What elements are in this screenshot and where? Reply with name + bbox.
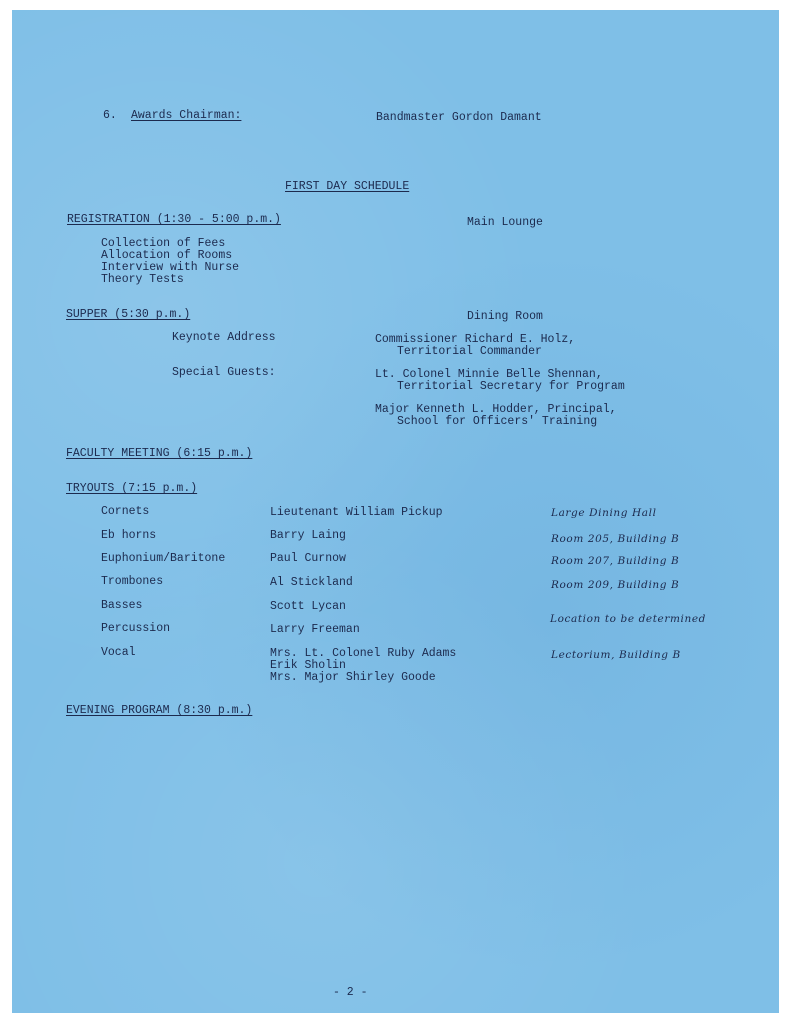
tryout-location: Room 205, Building B bbox=[551, 533, 680, 545]
tryout-leader: Barry Laing bbox=[270, 529, 346, 542]
tryout-section: Basses bbox=[101, 599, 143, 612]
schedule-heading: FIRST DAY SCHEDULE bbox=[285, 180, 410, 193]
faculty-title: FACULTY MEETING (6:15 p.m.) bbox=[66, 447, 253, 460]
registration-item: Interview with Nurse bbox=[101, 261, 240, 274]
guests-label: Special Guests: bbox=[172, 366, 276, 379]
keynote-speaker: Commissioner Richard E. Holz, bbox=[375, 333, 576, 346]
tryout-section: Vocal bbox=[101, 646, 136, 659]
tryout-leader-extra: Erik Sholin bbox=[270, 659, 346, 672]
tryout-location: Large Dining Hall bbox=[551, 507, 657, 519]
tryout-section: Cornets bbox=[101, 505, 150, 518]
registration-title: REGISTRATION (1:30 - 5:00 p.m.) bbox=[67, 213, 281, 226]
registration-item: Allocation of Rooms bbox=[101, 249, 233, 262]
tryout-location: Room 209, Building B bbox=[551, 579, 680, 591]
tryout-leader-extra: Mrs. Major Shirley Goode bbox=[270, 671, 436, 684]
supper-location: Dining Room bbox=[467, 310, 543, 323]
tryouts-title: TRYOUTS (7:15 p.m.) bbox=[66, 482, 198, 495]
tryout-leader: Scott Lycan bbox=[270, 600, 346, 613]
tryout-leader: Mrs. Lt. Colonel Ruby Adams bbox=[270, 647, 457, 660]
guest-title: School for Officers' Training bbox=[397, 415, 598, 428]
awards-name: Bandmaster Gordon Damant bbox=[376, 111, 542, 124]
guest-name: Major Kenneth L. Hodder, Principal, bbox=[375, 403, 617, 416]
tryout-section: Euphonium/Baritone bbox=[101, 552, 226, 565]
document-page bbox=[12, 10, 779, 1013]
guest-title: Territorial Secretary for Program bbox=[397, 380, 625, 393]
tryout-location: Room 207, Building B bbox=[551, 555, 680, 567]
registration-item: Theory Tests bbox=[101, 273, 184, 286]
tryout-section: Eb horns bbox=[101, 529, 157, 542]
guest-name: Lt. Colonel Minnie Belle Shennan, bbox=[375, 368, 603, 381]
awards-number: 6. bbox=[103, 109, 117, 122]
tryout-leader: Lieutenant William Pickup bbox=[270, 506, 443, 519]
registration-location: Main Lounge bbox=[467, 216, 543, 229]
tryout-leader: Al Stickland bbox=[270, 576, 353, 589]
tryout-leader: Larry Freeman bbox=[270, 623, 360, 636]
supper-title: SUPPER (5:30 p.m.) bbox=[66, 308, 191, 321]
registration-item: Collection of Fees bbox=[101, 237, 226, 250]
page-number: - 2 - bbox=[333, 986, 368, 999]
tryout-section: Percussion bbox=[101, 622, 171, 635]
evening-title: EVENING PROGRAM (8:30 p.m.) bbox=[66, 704, 253, 717]
tryout-location: Lectorium, Building B bbox=[551, 649, 681, 661]
tryout-leader: Paul Curnow bbox=[270, 552, 346, 565]
awards-label: Awards Chairman: bbox=[131, 109, 242, 122]
keynote-speaker-title: Territorial Commander bbox=[397, 345, 542, 358]
tryout-location-shared: Location to be determined bbox=[550, 613, 706, 625]
tryout-section: Trombones bbox=[101, 575, 164, 588]
keynote-label: Keynote Address bbox=[172, 331, 276, 344]
